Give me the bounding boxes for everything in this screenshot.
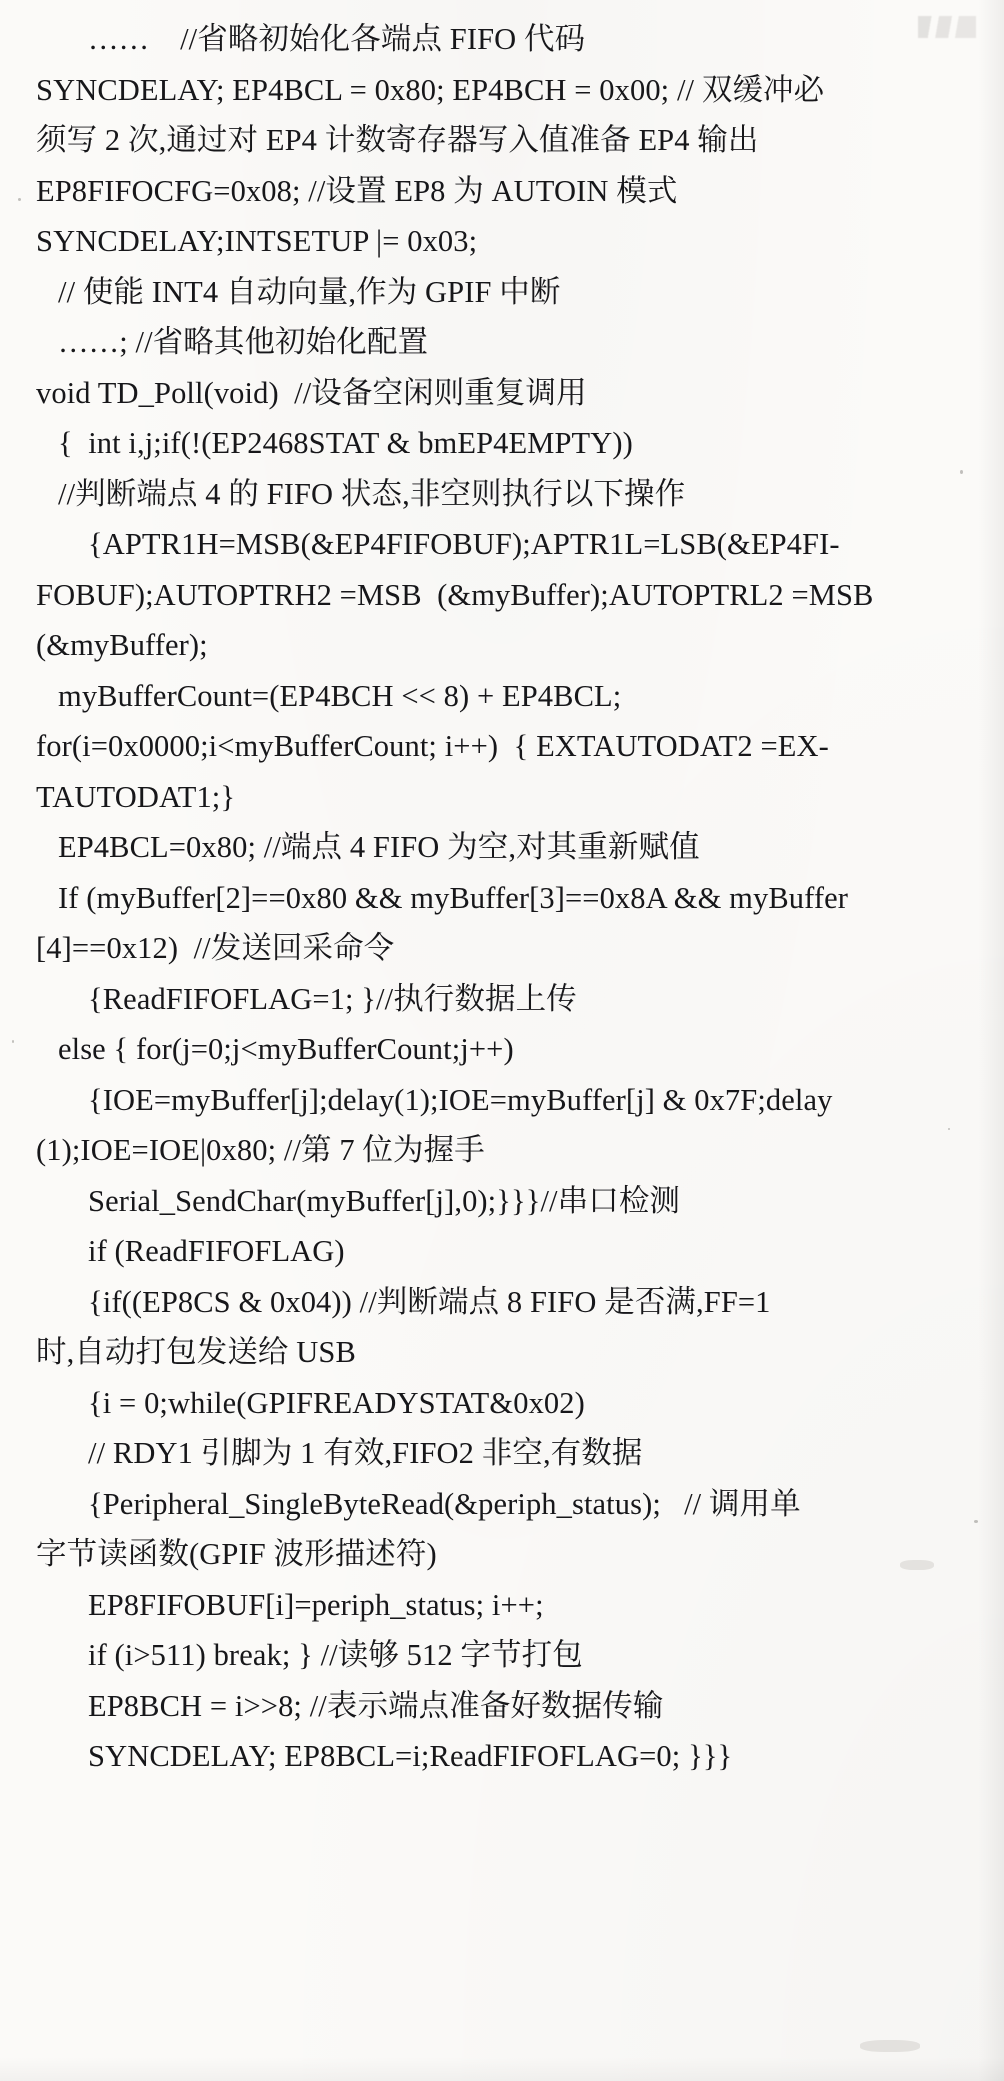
code-line: for(i=0x0000;i<myBufferCount; i++) { EXTAUTODAT2 =EX- — [36, 729, 829, 763]
code-line: FOBUF);AUTOPTRH2 =MSB (&myBuffer);AUTOPTRL2 =MSB — [36, 577, 874, 612]
code-line: {IOE=myBuffer[j];delay(1);IOE=myBuffer[j] & 0x7F;delay — [88, 1082, 833, 1117]
code-line: if (i>511) break; } //读够 512 字节打包 — [88, 1638, 583, 1672]
code-line: // RDY1 引脚为 1 有效,FIFO2 非空,有数据 — [88, 1436, 643, 1470]
code-line: {Peripheral_SingleByteRead(&periph_status); // 调用单 — [88, 1486, 801, 1521]
code-line: SYNCDELAY; EP8BCL=i;ReadFIFOFLAG=0; }}} — [88, 1739, 733, 1773]
code-line: EP8FIFOBUF[i]=periph_status; i++; — [88, 1587, 544, 1622]
scan-speck — [18, 198, 21, 201]
scan-speck — [948, 1128, 950, 1130]
code-line: //判断端点 4 的 FIFO 状态,非空则执行以下操作 — [58, 476, 686, 511]
scan-smudge — [860, 2040, 920, 2052]
code-line: Serial_SendChar(myBuffer[j],0);}}}//串口检测 — [88, 1183, 681, 1218]
code-line: (&myBuffer); — [36, 628, 208, 662]
code-line: {i = 0;while(GPIFREADYSTAT&0x02) — [88, 1385, 585, 1420]
code-line: EP8BCH = i>>8; //表示端点准备好数据传输 — [88, 1688, 664, 1723]
code-line: // 使能 INT4 自动向量,作为 GPIF 中断 — [58, 274, 561, 309]
code-line: …… //省略初始化各端点 FIFO 代码 — [88, 22, 586, 56]
code-line: void TD_Poll(void) //设备空闲则重复调用 — [36, 375, 587, 410]
code-line: { int i,j;if(!(EP2468STAT & bmEP4EMPTY)) — [58, 426, 633, 460]
code-line: {APTR1H=MSB(&EP4FIFOBUF);APTR1L=LSB(&EP4FI- — [88, 527, 840, 561]
code-line: {ReadFIFOFLAG=1; }//执行数据上传 — [88, 981, 577, 1016]
code-line: if (ReadFIFOFLAG) — [88, 1234, 345, 1268]
code-line: EP8FIFOCFG=0x08; //设置 EP8 为 AUTOIN 模式 — [36, 173, 678, 208]
page-bottom-shadow — [0, 2057, 1004, 2081]
code-line: ……; //省略其他初始化配置 — [58, 325, 429, 359]
code-line: {if((EP8CS & 0x04)) //判断端点 8 FIFO 是否满,FF=1 — [88, 1284, 771, 1319]
scan-smudge — [900, 1560, 934, 1570]
code-line: 须写 2 次,通过对 EP4 计数寄存器写入值准备 EP4 输出 — [36, 123, 759, 157]
code-line: [4]==0x12) //发送回采命令 — [36, 931, 395, 965]
code-line: EP4BCL=0x80; //端点 4 FIFO 为空,对其重新赋值 — [58, 830, 700, 864]
scan-speck — [960, 470, 963, 474]
code-line: else { for(j=0;j<myBufferCount;j++) — [58, 1032, 514, 1066]
scan-speck — [12, 1040, 14, 1043]
code-line: TAUTODAT1;} — [36, 779, 236, 814]
code-listing — [36, 14, 966, 1782]
code-line: (1);IOE=IOE|0x80; //第 7 位为握手 — [36, 1133, 485, 1167]
page-edge-shadow — [978, 0, 1004, 2081]
code-line: 字节读函数(GPIF 波形描述符) — [36, 1537, 437, 1571]
code-line: SYNCDELAY;INTSETUP |= 0x03; — [36, 224, 478, 258]
code-line: If (myBuffer[2]==0x80 && myBuffer[3]==0x8A && myBuffer — [58, 880, 848, 915]
code-line: 时,自动打包发送给 USB — [36, 1335, 356, 1369]
code-line: myBufferCount=(EP4BCH << 8) + EP4BCL; — [58, 678, 622, 713]
code-line: SYNCDELAY; EP4BCL = 0x80; EP4BCH = 0x00; // 双缓冲必 — [36, 72, 825, 107]
